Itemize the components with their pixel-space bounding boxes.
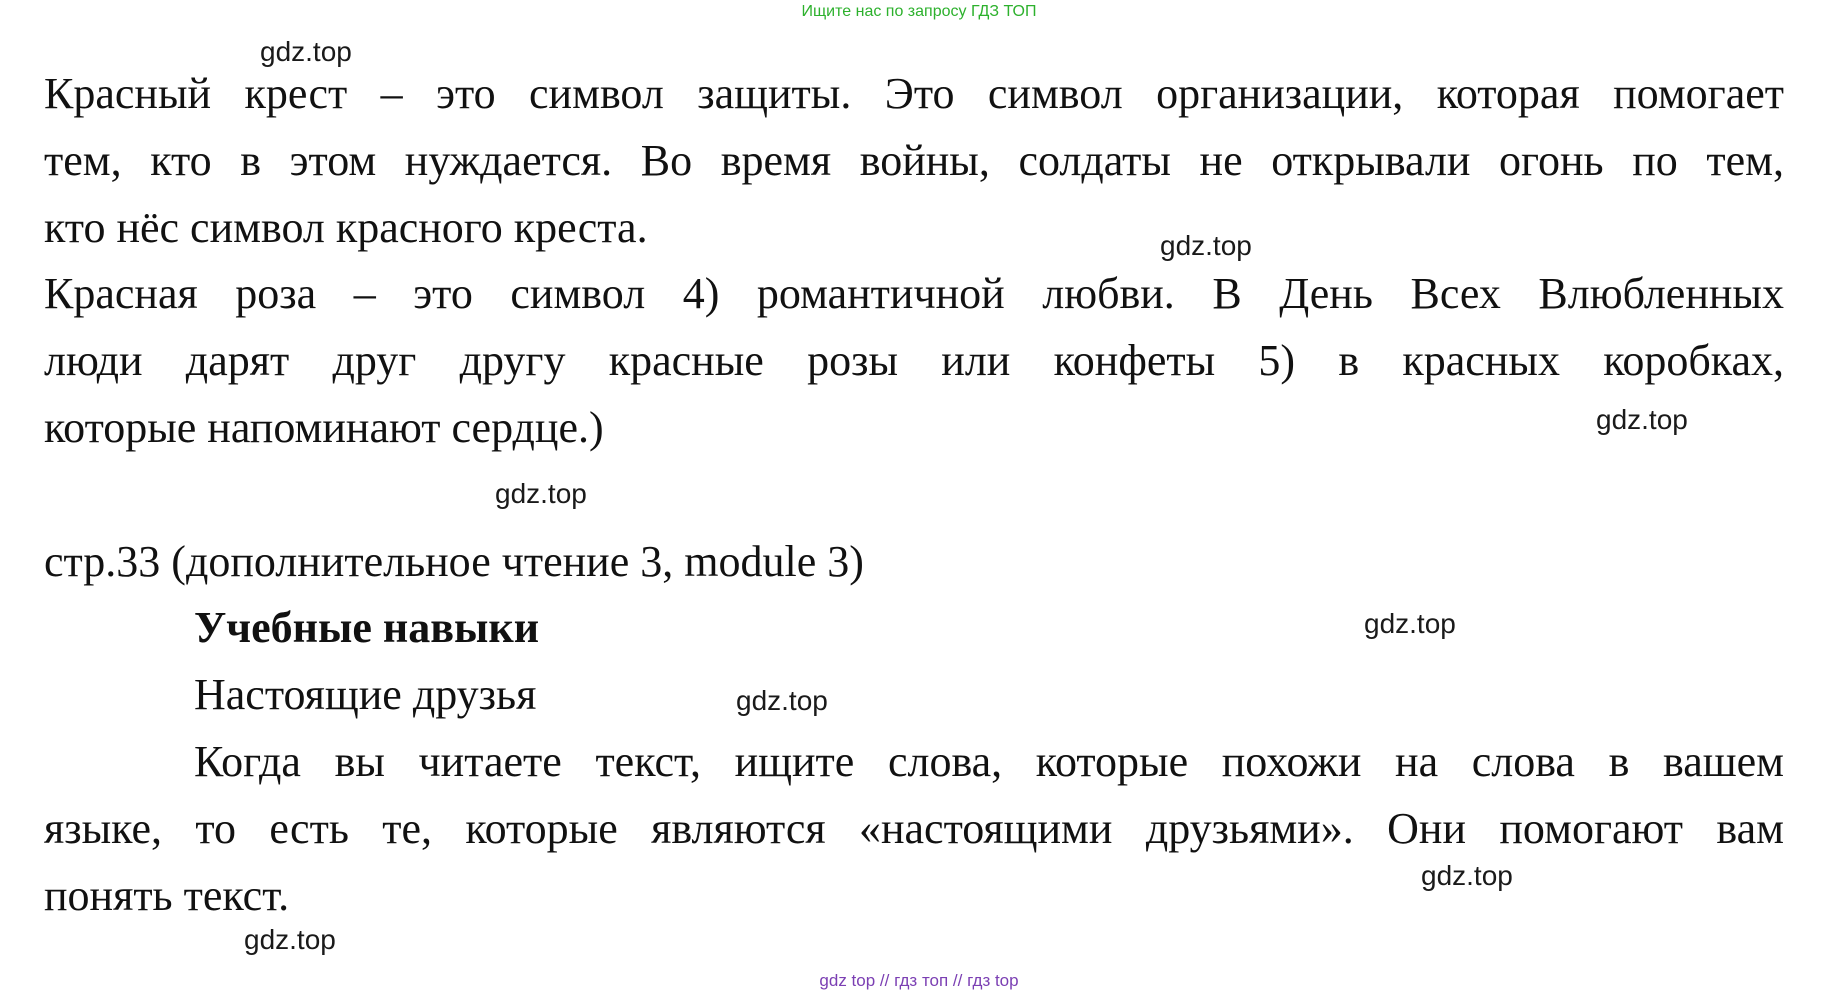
red-cross-line-2: тем, кто в этом нуждается. Во время войны, солдаты не открывали огонь по тем, xyxy=(44,136,1784,185)
skills-line-2: языке, то есть те, которые являются «настоящими друзьями». Они помогают вам xyxy=(44,804,1784,853)
red-cross-line-1: Красный крест – это символ защиты. Это символ организации, которая помогает xyxy=(44,69,1784,118)
red-rose-line-3: которые напоминают сердце.) xyxy=(44,403,604,452)
section-subtitle: Настоящие друзья xyxy=(194,670,537,719)
watermark-text: gdz.top xyxy=(495,478,587,509)
top-banner: Ищите нас по запросу ГДЗ ТОП xyxy=(801,3,1037,20)
section-title: Учебные навыки xyxy=(194,603,540,652)
red-rose-line-1: Красная роза – это символ 4) романтичной любви. В День Всех Влюбленных xyxy=(44,269,1784,318)
watermark-text: gdz.top xyxy=(244,924,336,955)
watermark-text: gdz.top xyxy=(1596,404,1688,435)
watermark-text: gdz.top xyxy=(1160,230,1252,261)
page-reference: стр.33 (дополнительное чтение 3, module 3) xyxy=(44,537,864,586)
skills-line-3: понять текст. xyxy=(44,871,290,920)
red-rose-line-2: люди дарят друг другу красные розы или конфеты 5) в красных коробках, xyxy=(44,336,1784,385)
skills-line-1: Когда вы читаете текст, ищите слова, которые похожи на слова в вашем xyxy=(194,737,1784,786)
watermark-text: gdz.top xyxy=(1421,860,1513,891)
watermark-text: gdz.top xyxy=(260,36,352,67)
watermark-text: gdz.top xyxy=(736,685,828,716)
watermark-text: gdz.top xyxy=(1364,608,1456,639)
footer-links: gdz top // гдз топ // гдз top xyxy=(819,971,1019,990)
red-cross-line-3: кто нёс символ красного креста. xyxy=(44,203,648,252)
